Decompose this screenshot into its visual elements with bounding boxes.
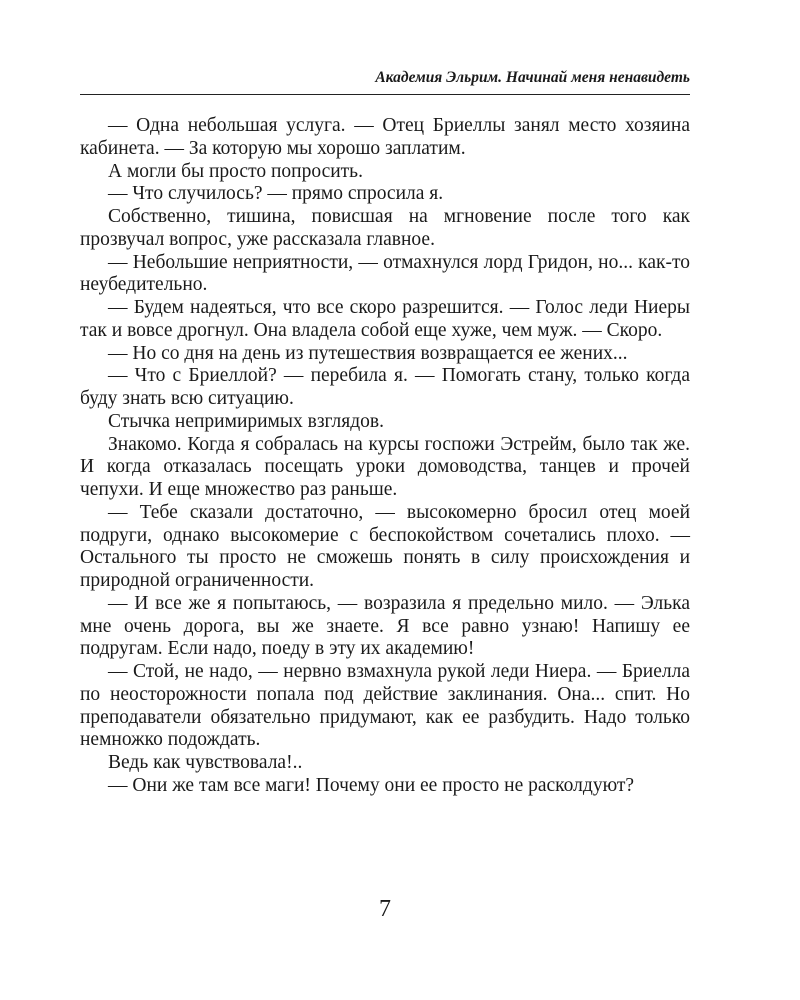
paragraph: А могли бы просто попросить. [108,160,363,182]
paragraph: — Одна небольшая услуга. — Отец Бриеллы занял место хозяина кабинета. — За которую мы хорошо заплатим. [80,115,690,159]
paragraph: Ведь как чувствовала!.. [108,752,303,773]
paragraph: Собственно, тишина, повисшая на мгновение после того как прозвучал вопрос, уже рассказала главное. [80,206,690,250]
paragraph: — Но со дня на день из путешествия возвращается ее жених... [108,342,628,364]
paragraph: — Что с Бриеллой? — перебила я. — Помогать стану, только когда буду знать всю ситуацию. [80,365,690,409]
running-header [80,68,690,95]
paragraph: — Они же там все маги! Почему они ее просто не расколдуют? [108,774,635,796]
running-title: Академия Эльрим. Начинай меня ненавидеть [375,69,690,86]
paragraph: — Стой, не надо, — нервно взмахнула рукой леди Ниера. — Бриелла по неосторожности попала под действие заклинания. Она... спит. Но преподаватели обязательно придумают, как ее разбудить. Надо только немножко подождать. [80,661,690,751]
paragraph: — Что случилось? — прямо спросила я. [108,183,444,205]
body-text [80,115,690,798]
paragraph: Стычка непримиримых взглядов. [108,410,384,432]
page-number: 7 [379,896,391,922]
paragraph: — Небольшие неприятности, — отмахнулся лорд Гридон, но... как-то неубедительно. [80,251,690,296]
paragraph: Знакомо. Когда я собралась на курсы госпожи Эстрейм, было так же. И когда отказалась посещать уроки домоводства, танцев и прочей чепухи. И еще множество раз раньше. [80,433,690,500]
paragraph: — И все же я попытаюсь, — возразила я предельно мило. — Элька мне очень дорога, вы же знаете. Я все равно узнаю! Напишу ее подругам. Если надо, поеду в эту их академию! [80,592,690,660]
paragraph: — Будем надеяться, что все скоро разрешится. — Голос леди Ниеры так и вовсе дрогнул. Она владела собой еще хуже, чем муж. — Скоро. [80,297,690,341]
paragraph: — Тебе сказали достаточно, — высокомерно бросил отец моей подруги, однако высокомерие с беспокойством сочетались плохо. — Остального ты просто не сможешь понять в силу происхождения и природной ограниченности. [80,501,690,591]
